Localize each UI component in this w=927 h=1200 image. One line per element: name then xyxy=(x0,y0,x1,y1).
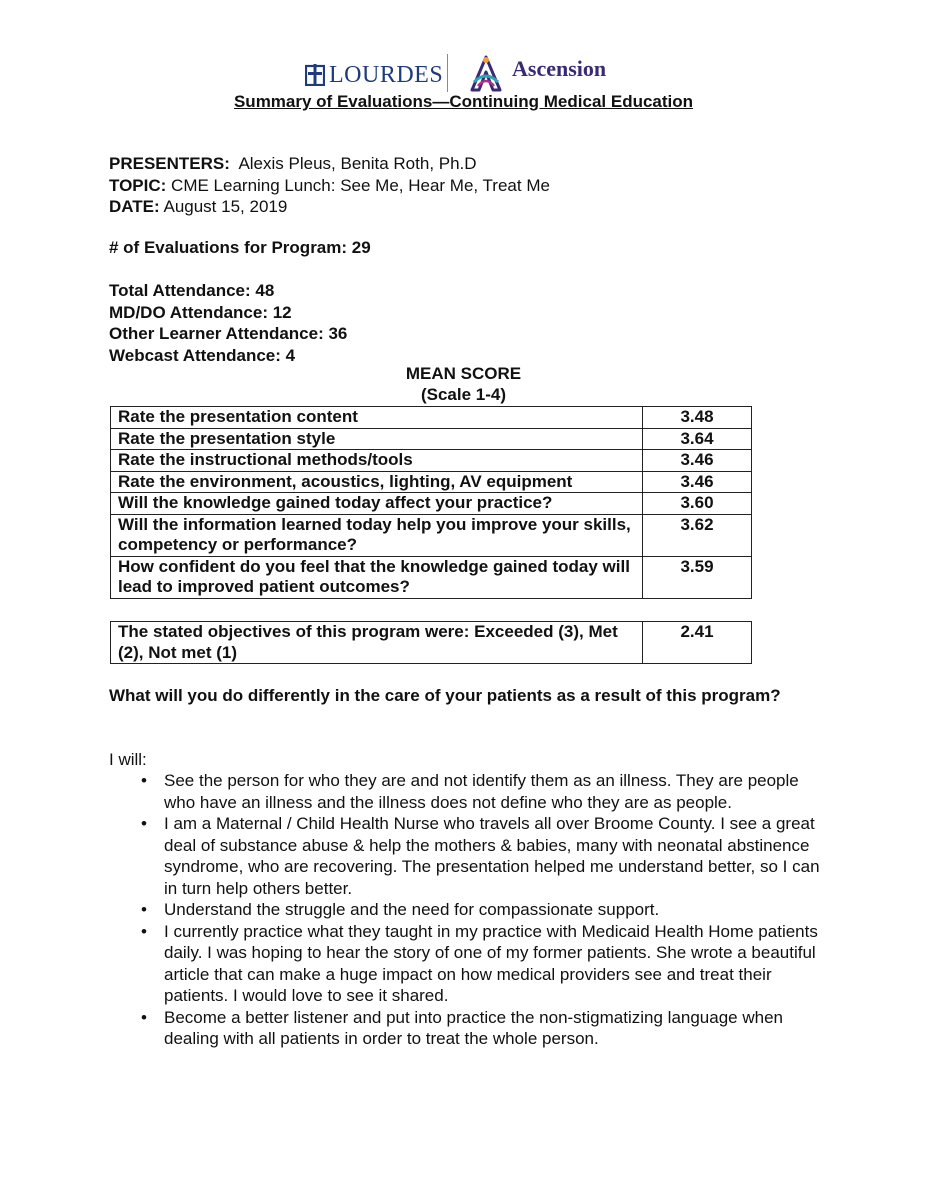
bullet-icon: • xyxy=(141,814,147,833)
table-row xyxy=(111,493,752,515)
score-value: 3.62 xyxy=(643,514,752,556)
mean-score-scale: (Scale 1-4) xyxy=(420,384,507,404)
score-table xyxy=(110,406,752,599)
date-value: August 15, 2019 xyxy=(163,197,288,216)
score-question: Will the information learned today help you improve your skills, competency or performance? xyxy=(111,514,643,556)
table-row xyxy=(111,514,752,556)
topic-label: TOPIC: xyxy=(109,175,167,195)
score-value: 3.64 xyxy=(643,428,752,450)
presenters-line xyxy=(109,153,550,175)
bullet-icon: • xyxy=(141,921,147,941)
mean-score-heading xyxy=(0,364,927,405)
response-text: Become a better listener and put into practice the non-stigmatizing language when dealing with all patients in order to treat the whole person. xyxy=(164,1007,783,1048)
score-question: Rate the instructional methods/tools xyxy=(111,450,643,472)
table-row xyxy=(111,622,752,664)
table-row xyxy=(111,471,752,493)
logo-divider xyxy=(447,54,448,92)
list-item xyxy=(135,899,825,921)
score-question: Rate the presentation content xyxy=(111,407,643,429)
total-attendance: Total Attendance: 48 xyxy=(109,281,275,300)
responses-list xyxy=(135,770,825,1050)
score-question: How confident do you feel that the knowledge gained today will lead to improved patient outcomes? xyxy=(111,556,643,598)
score-question: Rate the presentation style xyxy=(111,428,643,450)
lourdes-logo xyxy=(305,62,443,88)
response-text: See the person for who they are and not identify them as an illness. They are people who have an illness and the illness does not define who they are as people. xyxy=(164,771,799,812)
topic-value: CME Learning Lunch: See Me, Hear Me, Treat Me xyxy=(171,175,550,195)
score-question: Will the knowledge gained today affect your practice? xyxy=(111,493,643,515)
webcast-attendance: Webcast Attendance: 4 xyxy=(109,345,296,365)
logo-header xyxy=(0,50,927,94)
score-value: 3.46 xyxy=(643,450,752,472)
lourdes-logo-text: LOURDES xyxy=(329,62,444,88)
score-value: 3.59 xyxy=(643,556,752,598)
md-do-attendance: MD/DO Attendance: 12 xyxy=(109,302,292,322)
response-text: I currently practice what they taught in my practice with Medicaid Health Home patients daily. I was hoping to hear the story of one of my former patients. She wrote a beautiful article that can make a huge impact on how medical providers see and treat their patients. I would love to see it shared. xyxy=(164,921,818,1005)
document-title: Summary of Evaluations—Continuing Medical Education xyxy=(233,92,694,111)
open-question: What will you do differently in the care of your patients as a result of this program? xyxy=(109,686,781,705)
bullet-icon: • xyxy=(141,771,147,790)
topic-line xyxy=(109,175,550,197)
other-learner-attendance: Other Learner Attendance: 36 xyxy=(109,324,348,343)
table-row xyxy=(111,556,752,598)
attendance-block xyxy=(109,280,347,366)
ascension-logo-text: Ascension xyxy=(512,56,607,81)
mean-score-title: MEAN SCORE xyxy=(405,364,522,383)
program-meta xyxy=(109,153,550,218)
score-question: Rate the environment, acoustics, lighting, AV equipment xyxy=(111,471,643,493)
list-item xyxy=(135,921,825,1007)
table-row xyxy=(111,428,752,450)
list-item xyxy=(135,813,825,899)
list-item xyxy=(135,1007,825,1050)
presenters-value: Alexis Pleus, Benita Roth, Ph.D xyxy=(238,154,477,173)
responses-intro: I will: xyxy=(109,750,147,769)
lourdes-cross-icon xyxy=(305,64,325,86)
list-item xyxy=(135,770,825,813)
evaluation-count: # of Evaluations for Program: 29 xyxy=(109,238,371,257)
score-value: 3.48 xyxy=(643,407,752,429)
bullet-icon: • xyxy=(141,900,147,919)
bullet-icon: • xyxy=(141,1007,147,1027)
response-text: Understand the struggle and the need for compassionate support. xyxy=(164,900,660,919)
objectives-table xyxy=(110,621,752,664)
table-row xyxy=(111,450,752,472)
date-line xyxy=(109,196,550,218)
date-label: DATE: xyxy=(109,197,160,216)
score-value: 3.60 xyxy=(643,493,752,515)
objectives-score: 2.41 xyxy=(643,622,752,664)
table-row xyxy=(111,407,752,429)
score-value: 3.46 xyxy=(643,471,752,493)
response-text: I am a Maternal / Child Health Nurse who travels all over Broome County. I see a great deal of substance abuse & help the mothers & babies, many with neonatal abstinence syndrome, who are recovering. The presentation helped me understand better, so I can in turn help others better. xyxy=(164,814,820,898)
ascension-emblem-icon xyxy=(466,54,506,94)
objectives-question: The stated objectives of this program were: Exceeded (3), Met (2), Not met (1) xyxy=(111,622,643,664)
presenters-label: PRESENTERS: xyxy=(109,154,230,173)
ascension-logo xyxy=(466,54,606,94)
